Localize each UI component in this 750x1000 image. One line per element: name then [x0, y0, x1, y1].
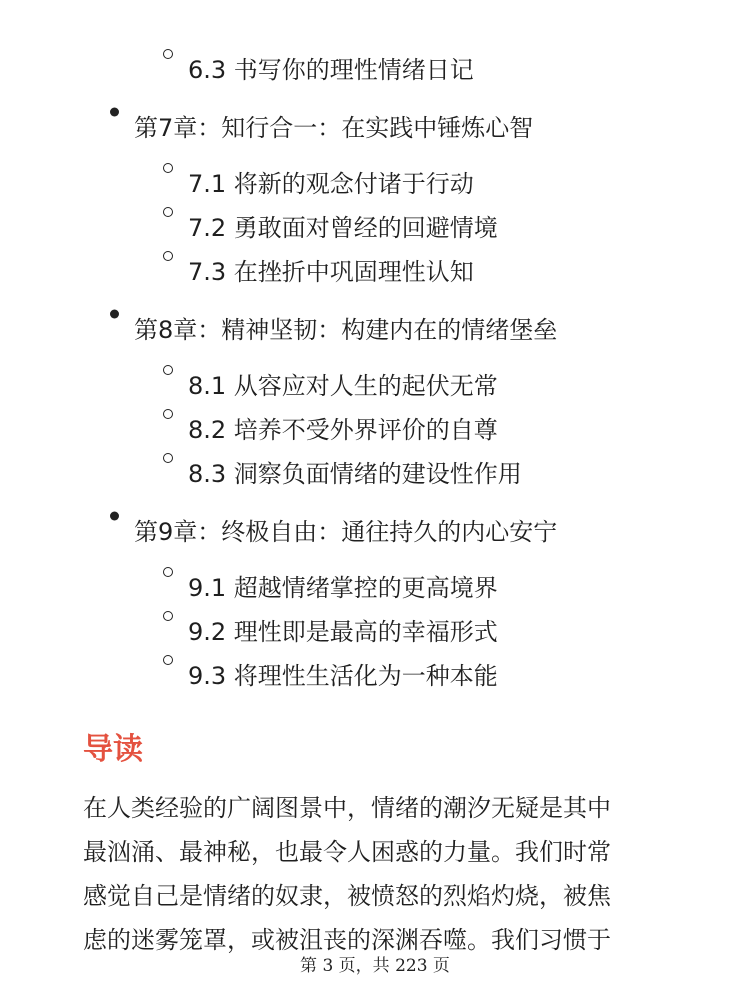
- toc-chapter-text: 第7章：知行合一：在实践中锤炼心智: [134, 114, 534, 142]
- disc-bullet-icon: [110, 310, 119, 319]
- page-number-footer: 第 3 页，共 223 页: [300, 956, 450, 976]
- toc-section-text: 9.1 超越情绪掌控的更高境界: [188, 574, 498, 602]
- toc-section-text: 9.3 将理性生活化为一种本能: [188, 662, 498, 690]
- paragraph-line: 最汹涌、最神秘，也最令人困惑的力量。我们时常: [83, 838, 611, 866]
- hollow-circle-bullet-icon: [163, 207, 173, 217]
- hollow-circle-bullet-icon: [163, 655, 173, 665]
- toc-section-text: 6.3 书写你的理性情绪日记: [188, 56, 474, 84]
- toc-section-text: 7.2 勇敢面对曾经的回避情境: [188, 214, 498, 242]
- paragraph-line: 感觉自己是情绪的奴隶，被愤怒的烈焰灼烧，被焦: [83, 882, 611, 910]
- disc-bullet-icon: [110, 108, 119, 117]
- hollow-circle-bullet-icon: [163, 49, 173, 59]
- paragraph-line: 在人类经验的广阔图景中，情绪的潮汐无疑是其中: [83, 794, 611, 822]
- hollow-circle-bullet-icon: [163, 567, 173, 577]
- hollow-circle-bullet-icon: [163, 365, 173, 375]
- intro-paragraph: [83, 786, 673, 962]
- paragraph-line: 虑的迷雾笼罩，或被沮丧的深渊吞噬。我们习惯于: [83, 926, 611, 954]
- toc-section-text: 8.1 从容应对人生的起伏无常: [188, 372, 498, 400]
- hollow-circle-bullet-icon: [163, 611, 173, 621]
- intro-heading: 导读: [83, 732, 143, 767]
- disc-bullet-icon: [110, 512, 119, 521]
- toc-section-text: 8.3 洞察负面情绪的建设性作用: [188, 460, 522, 488]
- toc-section-text: 7.1 将新的观念付诸于行动: [188, 170, 474, 198]
- hollow-circle-bullet-icon: [163, 251, 173, 261]
- toc-chapter-text: 第8章：精神坚韧：构建内在的情绪堡垒: [134, 316, 558, 344]
- toc-section-text: 9.2 理性即是最高的幸福形式: [188, 618, 498, 646]
- hollow-circle-bullet-icon: [163, 163, 173, 173]
- toc-section-text: 8.2 培养不受外界评价的自尊: [188, 416, 498, 444]
- hollow-circle-bullet-icon: [163, 453, 173, 463]
- toc-section-text: 7.3 在挫折中巩固理性认知: [188, 258, 474, 286]
- toc-chapter-text: 第9章：终极自由：通往持久的内心安宁: [134, 518, 558, 546]
- hollow-circle-bullet-icon: [163, 409, 173, 419]
